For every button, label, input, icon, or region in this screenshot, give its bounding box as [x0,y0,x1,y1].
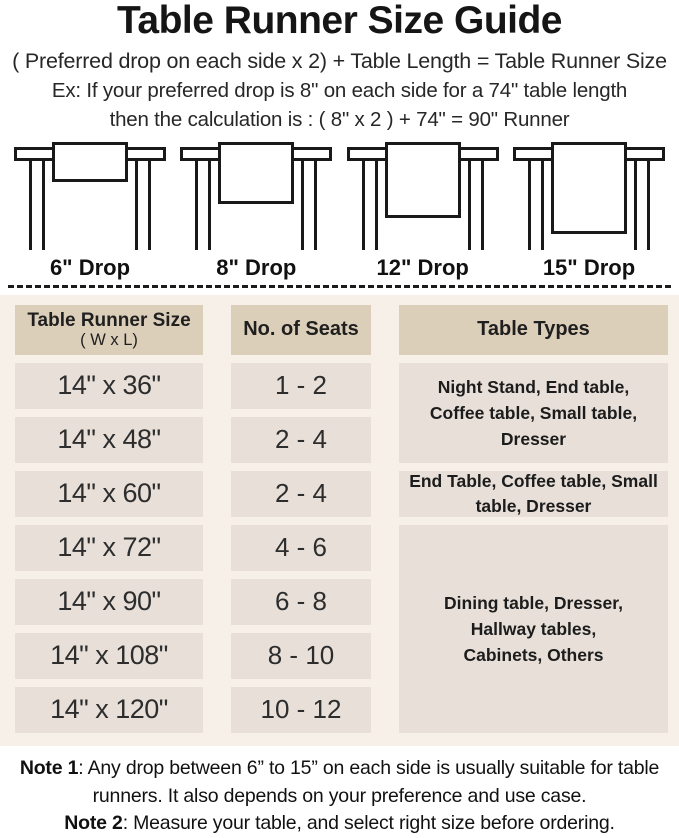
column-header-runner-size: Table Runner Size ( W x L) [15,305,203,355]
page-title: Table Runner Size Guide [116,0,563,42]
drop-illustration-15in [513,140,665,281]
table-cell-seats: 10 - 12 [231,687,371,733]
drop-label: 6" Drop [49,254,131,280]
table-leg-right-graphic [634,161,650,250]
example-line-1: Ex: If your preferred drop is 8" on each side for a 74" table length [51,78,628,102]
table-leg-right-graphic [468,161,484,250]
drop-label: 8" Drop [216,254,297,280]
dashed-divider [8,285,671,288]
table-cell-types-medium: End Table, Coffee table, Small table, Dresser [399,471,668,517]
table-cell-size: 14" x 90" [15,579,203,625]
column-header-seats: No. of Seats [231,305,371,355]
table-cell-size: 14" x 36" [15,363,203,409]
drop-label: 15" Drop [542,254,636,280]
runner-graphic [385,142,461,218]
runner-graphic [551,142,627,234]
table-leg-left-graphic [195,161,211,250]
table-body [15,363,668,733]
example-line-2: then the calculation is : ( 8" x 2 ) + 74" = 90" Runner [109,107,570,131]
table-cell-size: 14" x 120" [15,687,203,733]
note-1: Note 1: Any drop between 6” to 15” on each side is usually suitable for table runners. It also depends on your preference and use case. [19,756,660,807]
runner-graphic [218,142,294,204]
drop-label: 12" Drop [376,254,469,280]
table-leg-right-graphic [135,161,151,250]
note-2: Note 2: Measure your table, and select right size before ordering. [64,812,615,835]
table-leg-left-graphic [29,161,45,250]
column-header-table-types: Table Types [399,305,668,355]
table-leg-left-graphic [528,161,544,250]
size-guide-table-section [0,295,679,746]
table-cell-size: 14" x 48" [15,417,203,463]
table-cell-types-small: Night Stand, End table, Coffee table, Small table, Dresser [399,363,668,463]
drop-illustrations-row [0,140,679,281]
table-leg-left-graphic [362,161,378,250]
table-cell-seats: 2 - 4 [231,417,371,463]
table-leg-right-graphic [301,161,317,250]
table-cell-seats: 4 - 6 [231,525,371,571]
table-cell-size: 14" x 108" [15,633,203,679]
table-cell-seats: 6 - 8 [231,579,371,625]
table-cell-seats: 1 - 2 [231,363,371,409]
table-cell-types-large: Dining table, Dresser, Hallway tables, Cabinets, Others [399,525,668,733]
drop-illustration-6in [14,140,166,281]
table-cell-seats: 8 - 10 [231,633,371,679]
runner-graphic [52,142,128,182]
formula-text: ( Preferred drop on each side x 2) + Table Length = Table Runner Size [12,48,667,73]
table-with-runner-graphic [14,140,166,252]
table-with-runner-graphic [347,140,499,252]
drop-illustration-12in [347,140,499,281]
table-header-row [15,305,668,355]
table-with-runner-graphic [513,140,665,252]
table-cell-size: 14" x 60" [15,471,203,517]
table-cell-seats: 2 - 4 [231,471,371,517]
table-with-runner-graphic [180,140,332,252]
drop-illustration-8in [180,140,332,281]
table-cell-size: 14" x 72" [15,525,203,571]
